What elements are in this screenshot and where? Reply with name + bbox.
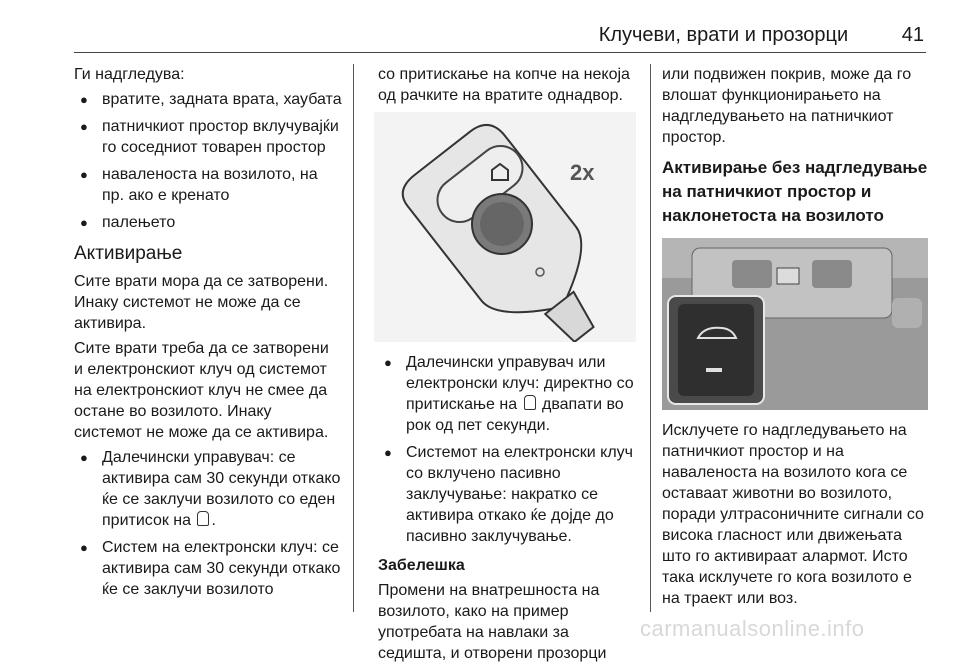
paragraph: или подвижен покрив, може да го влошат функционирањето на надгледувањето на патничкиот простор.: [662, 66, 912, 146]
page-header: [599, 24, 924, 47]
list-item: ● вратите, задната врата, хаубата: [74, 89, 342, 110]
key-fob-illustration: [374, 112, 636, 342]
activation-list: [74, 447, 342, 600]
section-heading: Активирање без надгледување на патничкиот простор и наклонетоста на возилото: [662, 158, 928, 225]
note-text: Промени на внатрешноста на возилото, како на пример употребата на навлаки за седишта, и отворени прозорци: [378, 582, 607, 662]
paragraph: Исклучете го надгледувањето на патничкиот простор и на наваленоста на возилото кога се оставаат животни во возилото, поради ултрасоничните сигнали со висока гласност или движењата што го активираат алармот. Исто така исклучете го кога возилото е на траект или воз.: [662, 422, 924, 607]
column-3: [662, 64, 928, 613]
intro-text: Ги надгледува:: [74, 66, 185, 83]
watermark: carmanualsonline.info: [640, 616, 865, 641]
press-count-label: 2x: [570, 160, 595, 185]
list-item: ● Систем на електронски клуч: се активира сам 30 секунди откако ќе се заклучи возилото: [74, 537, 342, 600]
column-divider: [353, 64, 354, 612]
paragraph: Сите врати мора да се затворени. Инаку системот не може да се активира.: [74, 273, 329, 332]
note-heading: Забелешка: [378, 557, 465, 574]
monitored-list: [74, 89, 342, 233]
list-item: ● наваленоста на возилото, на пр. ако е кренато: [74, 164, 342, 206]
header-rule: [74, 52, 926, 53]
section-heading: Активирање: [74, 243, 183, 264]
activation-list-2: [378, 352, 636, 547]
chapter-title: Клучеви, врати и прозорци: [598, 24, 849, 46]
key-lock-icon: [524, 395, 536, 410]
key-lock-icon: [197, 511, 209, 526]
list-item: ● Далечински управувач: се активира сам 30 секунди откако ќе се заклучи возилото со еден притисок на .: [74, 447, 342, 531]
list-item: ● палењето: [74, 212, 342, 233]
list-item: ● Далечински управувач или електронски клуч: директно со притискање на двапати во рок од пет секунди.: [378, 352, 636, 436]
list-item: ● Системот на електронски клуч со вклучено пасивно заклучување: накратко се активира откако ќе дојде до пасивно заклучување.: [378, 442, 636, 547]
column-divider: [650, 64, 651, 612]
column-1: [74, 64, 342, 606]
paragraph: со притискање на копче на некоја од рачките на вратите однадвор.: [378, 66, 630, 104]
roof-console-illustration: [662, 238, 928, 410]
paragraph: Сите врати треба да се затворени и електронскиот клуч од системот на електронскиот клуч не смее да остане во возилото. Инаку системот не може да се активира.: [74, 340, 329, 441]
column-2: [378, 64, 636, 668]
page-number: 41: [901, 24, 924, 46]
list-item: ● патничкиот простор вклучувајќи го соседниот товарен простор: [74, 116, 342, 158]
